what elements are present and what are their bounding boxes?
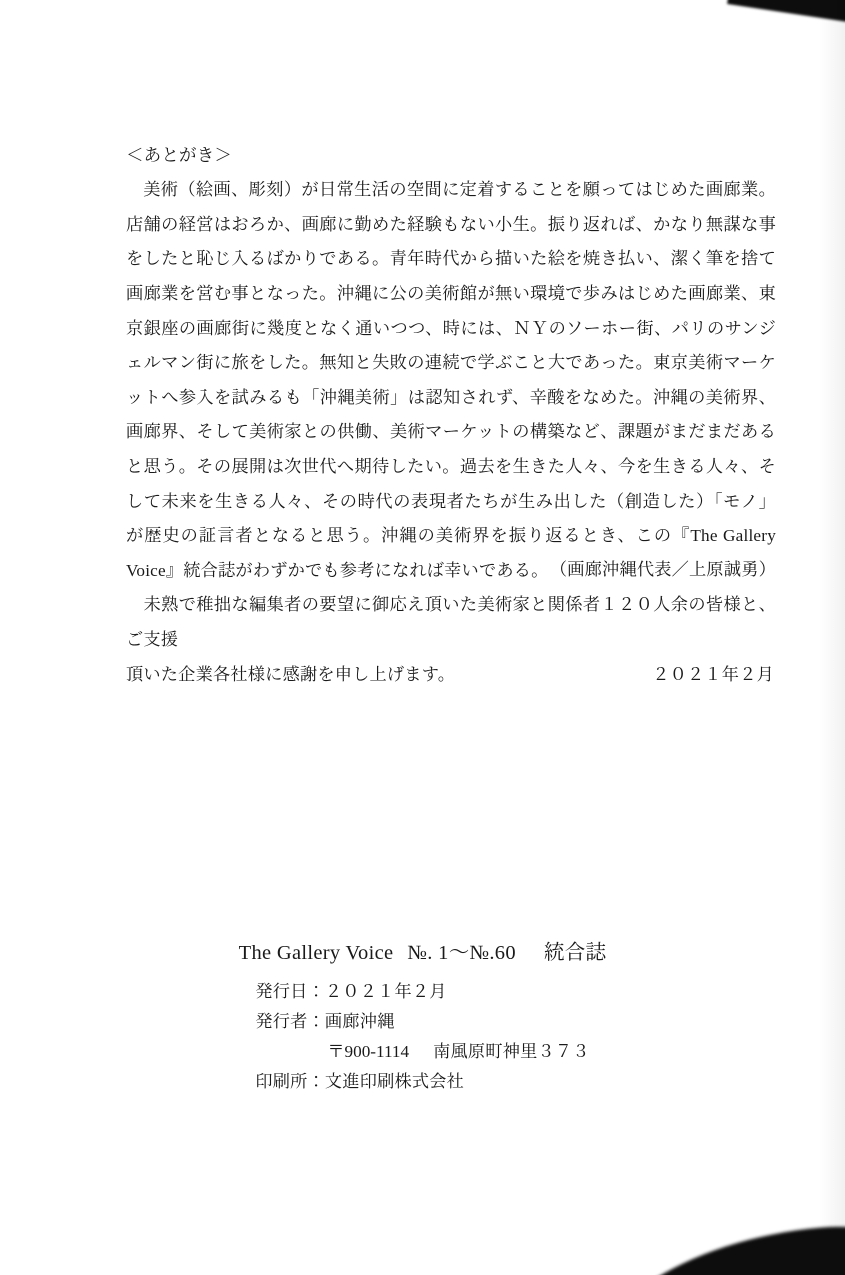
afterword-paragraph: 美術（絵画、彫刻）が日常生活の空間に定着することを願ってはじめた画廊業。店舗の経営はおろか、画廊に勤めた経験もない小生。振り返れば、かなり無謀な事をしたと恥じ入るばかりである。青年時代から描いた絵を焼き払い、潔く筆を捨て画廊業を営む事となった。沖縄に公の美術館が無い環境で歩みはじめた画廊業、東京銀座の画廊街に幾度となく通いつつ、時には、ＮＹのソーホー街、パリのサンジェルマン街に旅をした。無知と失敗の連続で学ぶこと大であった。東京美術マーケットへ参入を試みるも「沖縄美術」は認知されず、辛酸をなめた。沖縄の美術界、画廊界、そして美術家との供働、美術マーケットの構築など、課題がまだまだあると思う。その展開は次世代へ期待したい。過去を生きた人々、今を生きる人々、そして未来を生きる人々、その時代の表現者たちが生み出した（創造した）「モノ」が歴史の証言者となると思う。沖縄の美術界を振り返るとき、この『The Gallery Voice』統合誌がわずかでも参考になれば幸いである。 xyxy=(126,180,776,580)
afterword-section xyxy=(126,142,776,692)
colophon-value-publisher: 画廊沖縄 xyxy=(324,1011,395,1031)
colophon-value-printer: 文進印刷株式会社 xyxy=(324,1071,465,1091)
afterword-signature-text: （画廊沖縄代表／上原誠勇） xyxy=(549,560,776,579)
colophon-details xyxy=(255,977,589,1097)
afterword-heading: ＜あとがき＞ xyxy=(126,145,233,165)
colophon-row-publish-date xyxy=(255,977,589,1007)
afterword-closing-tail-row xyxy=(126,658,776,693)
colophon-value-postal-code: 〒900-1114 xyxy=(327,1041,410,1061)
colophon-label-publish-date: 発行日： xyxy=(255,981,325,1001)
afterword-closing-lead: 未熟で稚拙な編集者の要望に御応え頂いた美術家と関係者１２０人余の皆様と、ご支援 xyxy=(126,595,776,649)
colophon-label-printer: 印刷所： xyxy=(255,1071,325,1091)
colophon-row-address xyxy=(255,1037,589,1067)
colophon-range-mark: ～ xyxy=(448,942,470,964)
colophon-issue-from: №. 1 xyxy=(407,942,449,964)
scan-edge-bottom-right-artifact xyxy=(570,1213,845,1275)
afterword-closing-tail-text: 頂いた企業各社様に感謝を申し上げます。 xyxy=(126,664,456,684)
colophon-title-main: The Gallery Voice xyxy=(238,942,394,964)
afterword-closing-date: ２０２１年２月 xyxy=(652,664,774,684)
colophon-row-printer xyxy=(255,1067,589,1097)
scan-edge-top-right-artifact xyxy=(727,0,845,32)
colophon-block xyxy=(0,938,845,1097)
colophon-title-suffix: 統合誌 xyxy=(543,942,607,964)
colophon-row-publisher xyxy=(255,1007,589,1037)
afterword-body xyxy=(126,173,776,692)
afterword-signature xyxy=(126,553,776,588)
colophon-value-publish-date: ２０２１年２月 xyxy=(324,981,447,1001)
colophon-title xyxy=(0,938,845,969)
colophon-issue-to: №.60 xyxy=(469,942,516,964)
colophon-value-address: 南風原町神里３７３ xyxy=(433,1041,590,1061)
colophon-label-publisher: 発行者： xyxy=(255,1011,325,1031)
